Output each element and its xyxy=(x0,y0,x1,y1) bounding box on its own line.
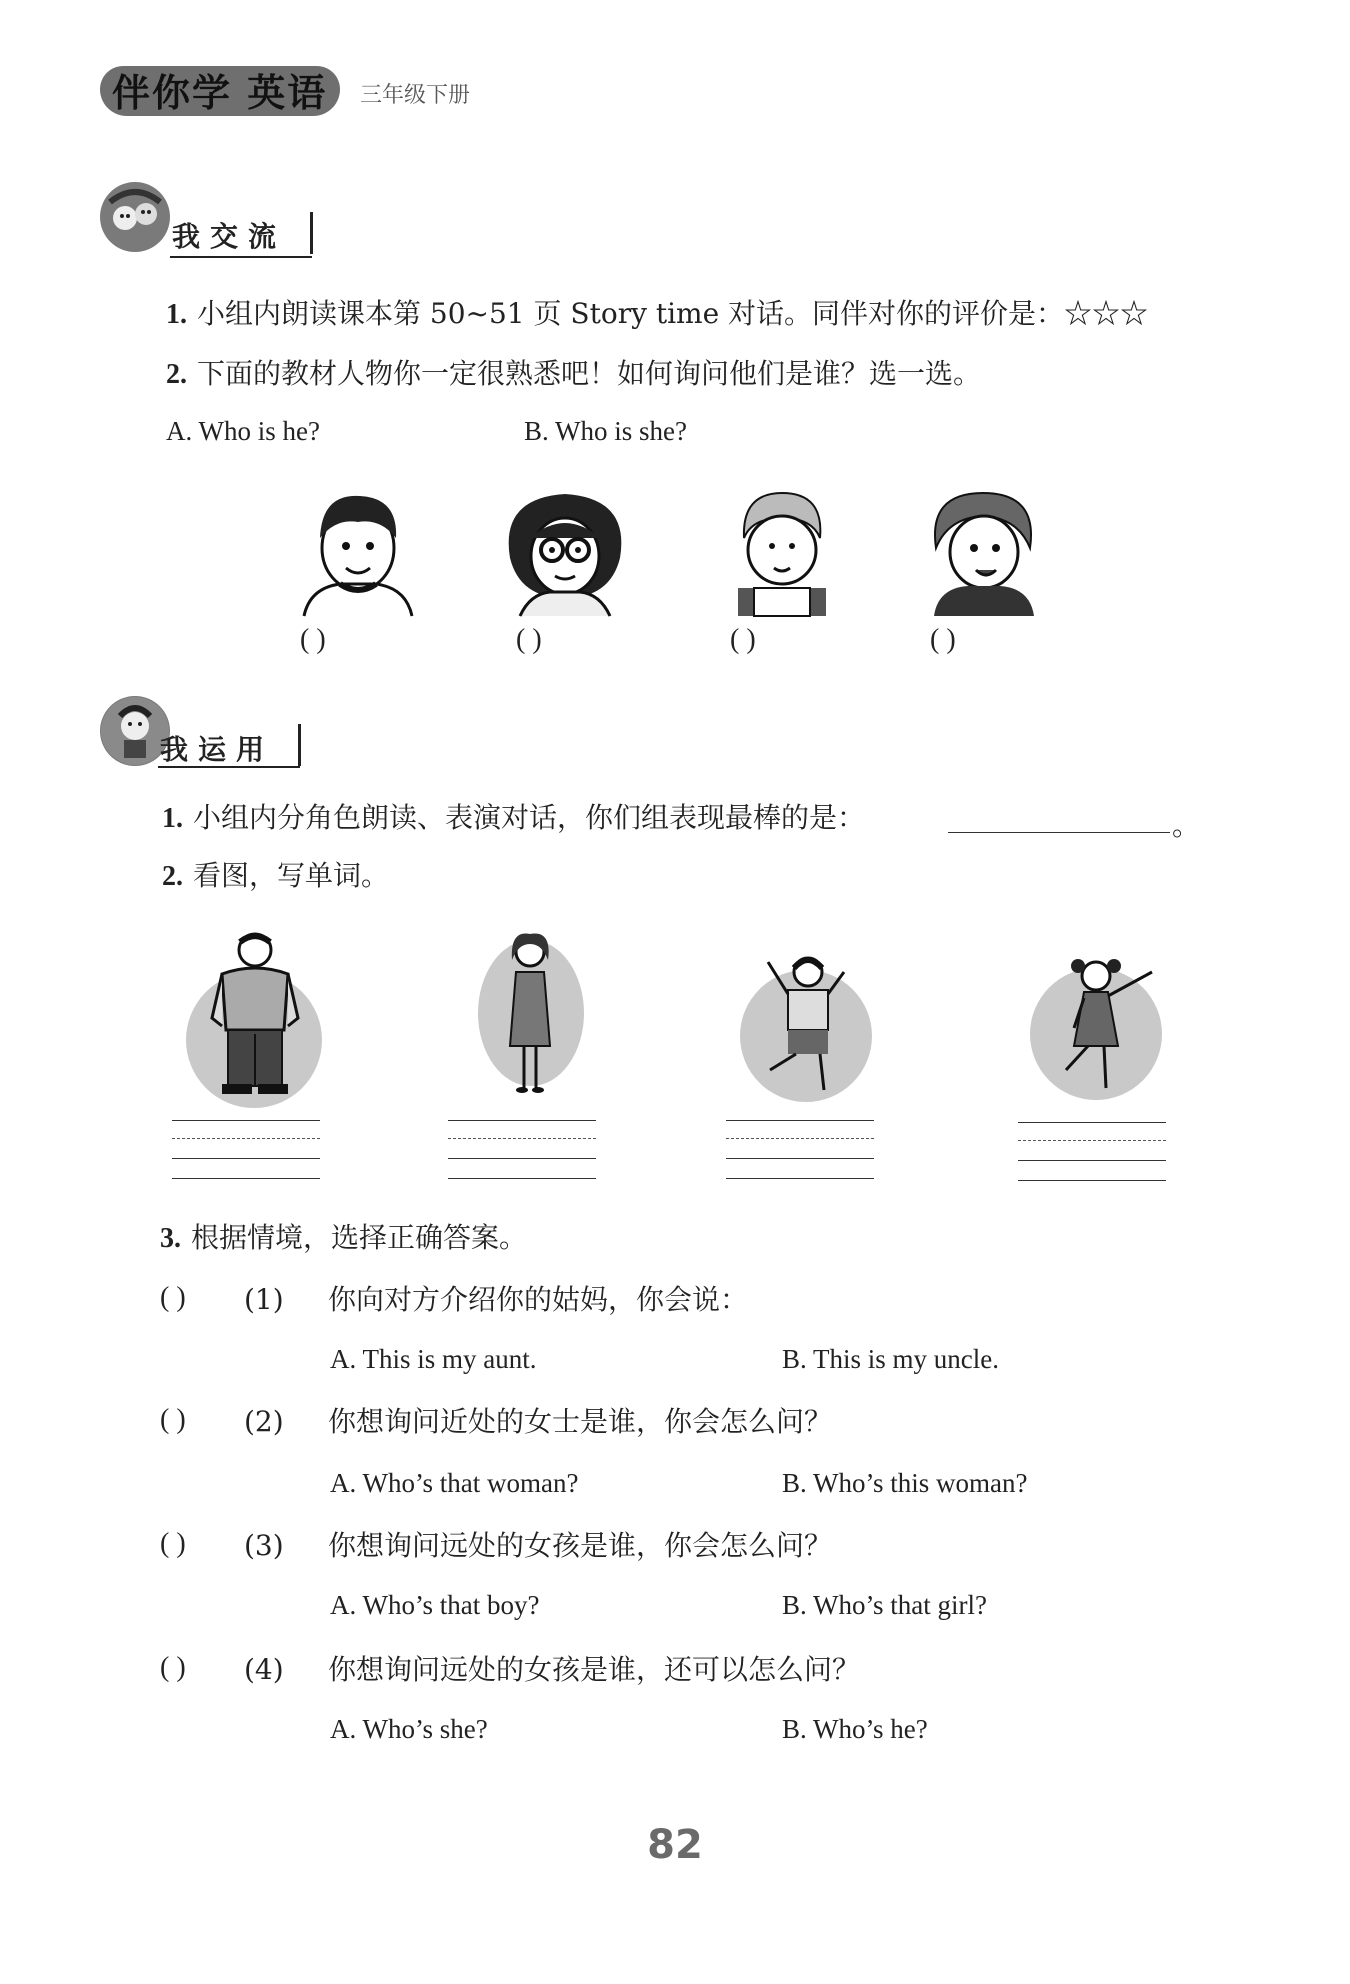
choice-1-option-b: B. This is my uncle. xyxy=(782,1344,1000,1374)
page-number: 82 xyxy=(647,1822,703,1868)
choice-1-option-a: A. This is my aunt. xyxy=(330,1344,537,1374)
choice-2-option-b: B. Who’s this woman? xyxy=(782,1468,1028,1498)
answer-paren-4[interactable]: ( ) xyxy=(930,624,956,655)
writing-line[interactable] xyxy=(726,1120,874,1121)
choice-4-option-b: B. Who’s he? xyxy=(782,1714,928,1744)
answer-paren-1[interactable]: ( ) xyxy=(300,624,326,655)
writing-line[interactable] xyxy=(172,1158,320,1159)
choice-paren-3[interactable]: ( ) xyxy=(160,1528,186,1559)
writing-line[interactable] xyxy=(172,1120,320,1121)
choice-label-4: (4) xyxy=(244,1653,284,1686)
section-title-bar xyxy=(298,724,301,766)
choice-label-2: (2) xyxy=(244,1405,284,1438)
book-subtitle: 三年级下册 xyxy=(360,83,471,108)
writing-line[interactable] xyxy=(726,1158,874,1159)
choice-prompt-1: 你向对方介绍你的姑妈，你会说： xyxy=(328,1283,749,1316)
writing-line[interactable] xyxy=(448,1120,596,1121)
writing-line[interactable] xyxy=(1018,1160,1166,1161)
option-b: B. Who is she? xyxy=(524,416,687,446)
question-apply-3: 3. 根据情境，选择正确答案。 xyxy=(160,1221,528,1254)
writing-line[interactable] xyxy=(726,1138,874,1139)
best-group-answer-line[interactable] xyxy=(948,832,1170,833)
writing-line[interactable] xyxy=(1018,1122,1166,1123)
question-apply-2: 2. 看图，写单词。 xyxy=(162,859,390,892)
choice-label-3: (3) xyxy=(244,1529,284,1562)
girl-figure-illustration xyxy=(1040,950,1170,1100)
choice-4-option-a: A. Who’s she? xyxy=(330,1714,488,1744)
boy-figure-illustration xyxy=(748,950,868,1100)
question-1: 1. 小组内朗读课本第 50~51 页 Story time 对话。同伴对你的评价是：☆☆☆ xyxy=(166,297,1149,330)
choice-3-option-b: B. Who’s that girl? xyxy=(782,1590,987,1620)
section-title-apply: 我运用 xyxy=(160,733,275,766)
writing-line[interactable] xyxy=(172,1178,320,1179)
writing-line[interactable] xyxy=(448,1138,596,1139)
boy-face-illustration xyxy=(300,488,420,618)
choice-2-option-a: A. Who’s that woman? xyxy=(330,1468,579,1498)
book-title: 伴你学 英语 xyxy=(112,71,328,115)
writing-line[interactable] xyxy=(448,1178,596,1179)
section-title-underline xyxy=(170,256,312,258)
choice-prompt-2: 你想询问近处的女士是谁，你会怎么问？ xyxy=(328,1405,833,1438)
boy-overalls-face-illustration xyxy=(732,488,832,618)
man-figure-illustration xyxy=(200,930,310,1100)
choice-paren-4[interactable]: ( ) xyxy=(160,1652,186,1683)
girl-hoodie-face-illustration xyxy=(928,488,1038,618)
woman-figure-illustration xyxy=(490,930,570,1100)
writing-line[interactable] xyxy=(726,1178,874,1179)
answer-paren-3[interactable]: ( ) xyxy=(730,624,756,655)
choice-prompt-4: 你想询问远处的女孩是谁，还可以怎么问？ xyxy=(328,1653,861,1686)
section-title-bar xyxy=(310,212,313,254)
section-title-communicate: 我交流 xyxy=(172,220,287,253)
choice-paren-2[interactable]: ( ) xyxy=(160,1404,186,1435)
girl-face-illustration xyxy=(500,488,630,618)
question-apply-1: 1. 小组内分角色朗读、表演对话，你们组表现最棒的是： xyxy=(162,801,866,834)
writing-line[interactable] xyxy=(1018,1180,1166,1181)
choice-prompt-3: 你想询问远处的女孩是谁，你会怎么问？ xyxy=(328,1529,833,1562)
answer-paren-2[interactable]: ( ) xyxy=(516,624,542,655)
writing-line[interactable] xyxy=(1018,1140,1166,1141)
option-a: A. Who is he? xyxy=(166,416,320,446)
choice-label-1: (1) xyxy=(244,1283,284,1316)
question-2: 2. 下面的教材人物你一定很熟悉吧！如何询问他们是谁？选一选。 xyxy=(166,357,982,390)
section-mascot-icon xyxy=(100,182,170,252)
writing-line[interactable] xyxy=(448,1158,596,1159)
section-title-underline xyxy=(158,766,300,768)
choice-3-option-a: A. Who’s that boy? xyxy=(330,1590,540,1620)
choice-paren-1[interactable]: ( ) xyxy=(160,1282,186,1313)
question-apply-1-end: 。 xyxy=(1172,809,1201,842)
writing-line[interactable] xyxy=(172,1138,320,1139)
